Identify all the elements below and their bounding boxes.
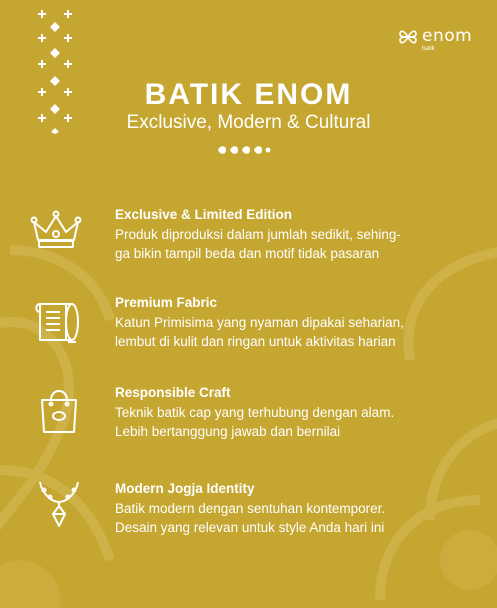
feature-description: Batik modern dengan sentuhan kontemporer. Desain yang relevan untuk style Anda hari ini: [115, 501, 386, 535]
feature-description: Produk diproduksi dalam jumlah sedikit, sehing- ga bikin tampil beda dan motif tidak pasaran: [115, 227, 401, 261]
fabric-roll-icon: [32, 298, 82, 346]
feature-description: Katun Primisima yang nyaman dipakai seharian, lembut di kulit dan ringan untuk aktivitas harian: [115, 315, 404, 349]
feature-modern-jogja: [115, 480, 485, 537]
page-subtitle: Exclusive, Modern & Cultural: [126, 112, 371, 133]
feature-title: Exclusive & Limited Edition: [115, 207, 293, 222]
logo-subtext: batik: [422, 46, 435, 52]
page-title: BATIK ENOM: [144, 78, 353, 111]
feature-title: Responsible Craft: [115, 385, 231, 400]
shopping-bag-icon: [38, 384, 80, 434]
feature-premium-fabric: [115, 294, 485, 351]
decorative-divider: [216, 143, 272, 157]
feature-title: Premium Fabric: [115, 295, 218, 310]
brand-logo: [398, 26, 473, 52]
necklace-icon: [36, 478, 82, 528]
feature-responsible-craft: [115, 384, 485, 441]
feature-description: Teknik batik cap yang terhubung dengan alam. Lebih bertanggung jawab dan bernilai: [115, 405, 395, 439]
crown-icon: [30, 210, 82, 252]
feature-title: Modern Jogja Identity: [115, 481, 255, 496]
logo-flower-icon: [398, 28, 418, 46]
logo-wordmark: enom: [422, 26, 473, 46]
feature-exclusive: [115, 206, 485, 263]
